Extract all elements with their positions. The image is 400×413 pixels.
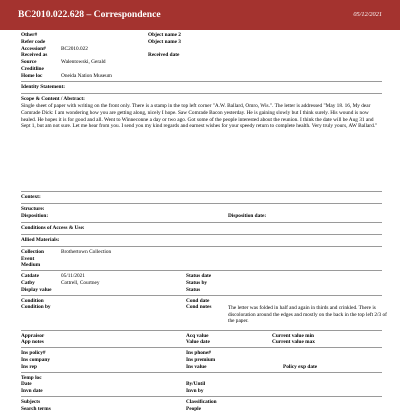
people-label: People	[186, 405, 202, 412]
status-by-label: Status by	[186, 280, 208, 287]
temp-loc-label: Temp loc	[21, 374, 42, 381]
collection-label: Collection	[21, 248, 44, 255]
disposition-date-label: Disposition date:	[228, 213, 267, 220]
ins-policy-label: Ins policy#	[21, 350, 46, 357]
insurance-section	[21, 350, 382, 370]
conditions-access-label: Conditions of Access & Use:	[21, 224, 85, 231]
date-label: Date	[21, 381, 32, 388]
by-until-label: By/Until	[186, 381, 206, 388]
appraisal-section	[21, 333, 382, 347]
current-value-min-label: Current value min	[272, 332, 314, 339]
classification-label: Classification	[186, 399, 217, 405]
ins-company-label: Ins company	[21, 357, 50, 364]
accession-label: Accession#	[21, 45, 46, 52]
ins-phone-label: Ins phone#	[186, 350, 211, 357]
home-loc-value: Oneida Nation Museum	[61, 72, 112, 79]
other-label: Other#	[21, 32, 38, 38]
ins-rep-label: Ins rep	[21, 363, 37, 370]
refer-code-label: Refer code	[21, 38, 46, 45]
received-date-label: Received date	[148, 52, 180, 59]
creditline-label: Creditline	[21, 65, 44, 72]
event-label: Event	[21, 255, 35, 262]
subjects-label: Subjects	[21, 399, 41, 405]
page-header	[0, 0, 400, 30]
cond-notes-value: The letter was folded in half and again in thirds and crinkled. There is discoloration around the edges and mostly on the back in the top left 2/3 of the paper.	[228, 304, 387, 325]
source-label: Source	[21, 59, 37, 66]
current-value-max-label: Current value max	[272, 339, 315, 346]
scope-section	[21, 96, 382, 131]
cond-notes-label: Cond notes	[186, 304, 212, 311]
display-value-label: Display value	[21, 286, 52, 293]
record-body	[0, 30, 400, 413]
value-date-label: Value date	[186, 339, 210, 346]
structure-label: Structure:	[21, 206, 45, 213]
context-label: Context:	[21, 194, 41, 201]
condition-label: Condition	[21, 297, 44, 304]
object-name-2-label: Object name 2	[148, 32, 181, 38]
cond-date-label: Cond date	[186, 297, 210, 304]
subjects-section	[21, 399, 382, 413]
condition-by-label: Condition by	[21, 304, 51, 311]
received-as-label: Received as	[21, 52, 48, 59]
object-name-3-label: Object name 3	[148, 38, 181, 45]
collection-section	[21, 249, 382, 269]
ins-value-label: Ins value	[186, 363, 207, 370]
condition-section	[21, 297, 387, 328]
invn-by-label: Invn by	[186, 388, 204, 395]
accession-value: BC2010.022	[61, 45, 88, 52]
status-date-label: Status date	[186, 273, 212, 280]
structure-section	[21, 206, 382, 220]
disposition-label: Disposition:	[21, 213, 49, 220]
search-terms-label: Search terms	[21, 405, 51, 412]
source-value: Walentowski, Gerald	[61, 59, 106, 66]
scope-label: Scope & Content / Abstract:	[21, 95, 85, 102]
collection-value: Brothertown Collection	[61, 248, 112, 255]
record-date: 05/12/2021	[353, 11, 382, 19]
acq-value-label: Acq value	[186, 332, 209, 339]
status-label: Status	[186, 286, 201, 293]
catby-label: Catby	[21, 280, 35, 287]
invn-date-label: Invn date	[21, 388, 43, 395]
ins-premium-label: Ins premium	[186, 357, 216, 364]
policy-exp-date-label: Policy exp date	[283, 363, 318, 370]
medium-label: Medium	[21, 262, 41, 269]
catdate-value: 05/11/2021	[61, 273, 85, 280]
inventory-section	[21, 375, 382, 395]
catdate-label: Catdate	[21, 273, 39, 280]
top-fields	[21, 31, 382, 80]
scope-text: Single sheet of paper with writing on the front only. There is a stamp in the top left corner "A.W. Ballard, Omro, Wis.". The letter is addressed "May 18. 16, My dear Comrade Dick: I am wondering how you are getting along, nicely I hope. Saw Comrade Bacon yesterday. He is gaining slowly but I think surely. His wound is now healed. He hopes it is for good and all. Went to Winneconne a day or two ago. Got some of the people interested about the reunion. I think the date will be Aug 31 and Sept 1, but am not sure. Let me hear from you. I send you my kind regards and earnest wishes for your speedy return to complete health. Very truly yours, AW Ballard."	[21, 103, 378, 130]
catby-value: Cottrell, Courtney	[61, 280, 100, 287]
catalog-section	[21, 273, 382, 293]
appraisor-label: Appraisor	[21, 332, 45, 339]
app-notes-label: App notes	[21, 339, 44, 346]
home-loc-label: Home loc	[21, 72, 43, 79]
allied-materials-label: Allied Materials:	[21, 236, 60, 243]
record-title: BC2010.022.628 – Correspondence	[18, 9, 161, 20]
identity-statement-label: Identity Statement:	[21, 83, 65, 90]
